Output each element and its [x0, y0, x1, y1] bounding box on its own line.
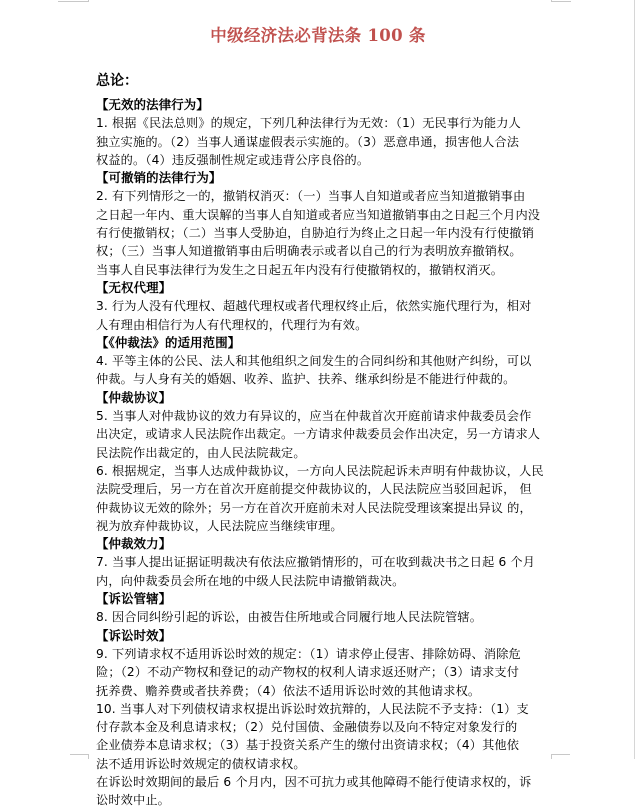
- paragraph-line: 3. 行为人没有代理权、超越代理权或者代理权终止后，依然实施代理行为，相对: [96, 299, 532, 314]
- crop-mark-bottom-right-h: [551, 754, 570, 755]
- paragraph-line: 7. 当事人提出证据证明裁决有依法应撤销情形的，可在收到裁决书之日起 6 个月: [96, 555, 536, 570]
- section-heading: 【无效的法律行为】: [96, 97, 209, 112]
- paragraph-line: 1. 根据《民法总则》的规定，下列几种法律行为无效：（1）无民事行为能力人: [96, 116, 521, 131]
- crop-mark-bottom-left-v: [88, 754, 89, 759]
- paragraph-line: 出决定，或请求人民法院作出裁定。一方请求仲裁委员会作出决定，另一方请求人: [96, 427, 541, 442]
- section-heading: 【诉讼管辖】: [96, 591, 172, 607]
- crop-mark-top-right-v: [551, 0, 552, 2]
- crop-mark-bottom-right-v: [551, 754, 552, 759]
- paragraph-line: 独立实施的。（2）当事人通谋虚假表示实施的。（3）恶意串通，损害他人合法: [96, 134, 520, 149]
- paragraph-line: 法院受理后，另一方在首次开庭前提交仲裁协议的，人民法院应当驳回起诉， 但: [96, 482, 532, 497]
- crop-mark-top-left-h: [58, 1, 88, 2]
- paragraph-line: 内，向仲裁委员会所在地的中级人民法院申请撤销裁决。: [96, 573, 405, 588]
- paragraph-line: 之日起一年内、重大误解的当事人自知道或者应当知道撤销事由之日起三个月内没: [96, 207, 541, 222]
- paragraph-line: 5. 当事人对仲裁协议的效力有异议的，应当在仲裁首次开庭前请求仲裁委员会作: [96, 409, 532, 424]
- paragraph-line: 在诉讼时效期间的最后 6 个月内，因不可抗力或其他障碍不能行使请求权的，诉: [96, 774, 532, 789]
- paragraph-line: 仲裁。与人身有关的婚姻、收养、监护、扶养、继承纠纷是不能进行仲裁的。: [96, 372, 516, 387]
- section-title: 总论：: [96, 73, 138, 89]
- paragraph-line: 付存款本金及利息请求权；（2）兑付国债、金融债券以及向不特定对象发行的: [96, 720, 518, 735]
- paragraph-line: 9. 下列请求权不适用诉讼时效的规定：（1）请求停止侵害、排除妨碍、消除危: [96, 646, 521, 661]
- paragraph-line: 视为放弃仲裁协议，人民法院应当继续审理。: [96, 518, 343, 533]
- paragraph-line: 6. 根据规定，当事人达成仲裁协议，一方向人民法院起诉未声明有仲裁协议，人民: [96, 463, 544, 478]
- section-heading: 【仲裁协议】: [96, 389, 172, 405]
- paragraph-line: 仲裁协议无效的除外；另一方在首次开庭前未对人民法院受理该案提出异议 的，: [96, 500, 532, 515]
- paragraph-line: 民法院作出裁定的，由人民法院裁定。: [96, 445, 306, 460]
- page-right-edge: [634, 0, 635, 759]
- crop-mark-top-right-h: [552, 1, 571, 2]
- paragraph-line: 企业债券本息请求权；（3）基于投资关系产生的缴付出资请求权；（4）其他依: [96, 738, 520, 753]
- paragraph-line: 10. 当事人对下列债权请求权提出诉讼时效抗辩的，人民法院不予支持：（1）支: [96, 701, 529, 716]
- crop-mark-top-left-v: [88, 0, 89, 2]
- paragraph-line: 险；（2）不动产物权和登记的动产物权的权利人请求返还财产；（3）请求支付: [96, 665, 520, 680]
- paragraph-line: 4. 平等主体的公民、法人和其他组织之间发生的合同纠纷和其他财产纠纷，可以: [96, 354, 532, 369]
- document-title: 中级经济法必背法条 100 条: [210, 26, 426, 45]
- crop-mark-bottom-left-h: [70, 754, 88, 755]
- section-heading: 【仲裁效力】: [96, 536, 172, 552]
- section-heading: 【诉讼时效】: [96, 627, 172, 643]
- paragraph-line: 有行使撤销权；（二）当事人受胁迫，自胁迫行为终止之日起一年内没有行使撤销: [96, 226, 535, 241]
- paragraph-line: 权；（三）当事人知道撤销事由后明确表示或者以自己的行为表明放弃撤销权。: [96, 244, 522, 259]
- paragraph-line: 权益的。（4）违反强制性规定或违背公序良俗的。: [96, 152, 370, 167]
- paragraph-line: 法不适用诉讼时效规定的债权请求权。: [96, 756, 306, 771]
- paragraph-line: 抚养费、赡养费或者扶养费；（4）依法不适用诉讼时效的其他请求权。: [96, 683, 481, 698]
- paragraph-line: 当事人自民事法律行为发生之日起五年内没有行使撤销权的，撤销权消灭。: [96, 262, 504, 277]
- paragraph-line: 讼时效中止。: [96, 793, 171, 808]
- section-heading: 【可撤销的法律行为】: [96, 170, 222, 186]
- paragraph-line: 2. 有下列情形之一的，撤销权消灭：（一）当事人自知道或者应当知道撤销事由: [96, 189, 526, 204]
- paragraph-line: 人有理由相信行为人有代理权的，代理行为有效。: [96, 317, 368, 332]
- paragraph-line: 8. 因合同纠纷引起的诉讼，由被告住所地或合同履行地人民法院管辖。: [96, 610, 483, 625]
- document-body: [96, 96, 546, 810]
- section-heading: 【无权代理】: [96, 279, 172, 295]
- section-heading: 【《仲裁法》的适用范围】: [96, 334, 241, 350]
